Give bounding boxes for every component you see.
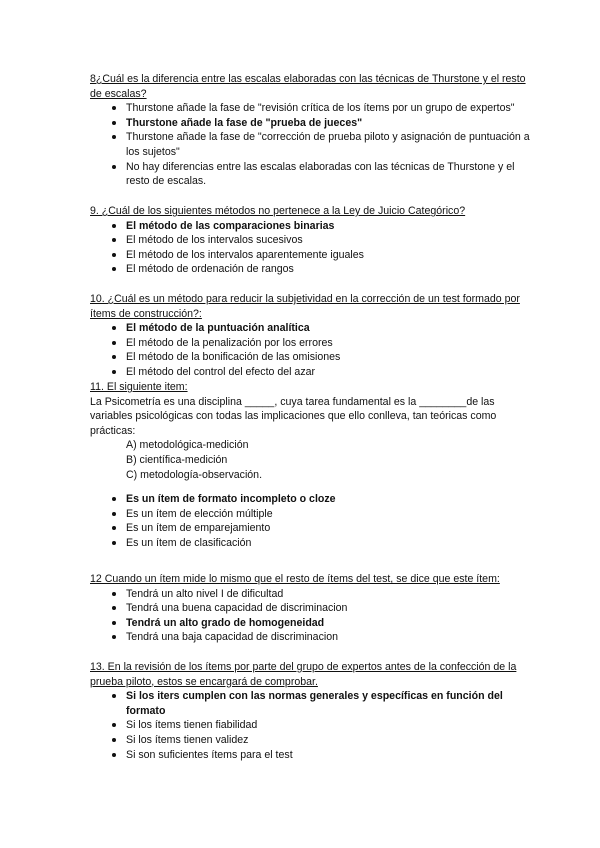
question-heading: 12 Cuando un ítem mide lo mismo que el resto de ítems del test, se dice que este ítem: (90, 573, 500, 585)
answer-option: Tendrá una buena capacidad de discriminacion (90, 601, 530, 616)
answer-option: El método de la penalización por los errores (90, 336, 530, 351)
question-heading: 11. El siguiente item: (90, 381, 188, 393)
question-heading: 8¿Cuál es la diferencia entre las escalas elaboradas con las técnicas de Thurstone y el resto de escalas? (90, 73, 526, 100)
answer-option: Tendrá un alto nivel I de dificultad (90, 587, 530, 602)
answer-option-correct: El método de la puntuación analítica (90, 321, 530, 336)
question-8 (90, 72, 530, 189)
answer-list (90, 587, 530, 645)
question-heading: 10. ¿Cuál es un método para reducir la subjetividad en la corrección de un test formado por ítems de construcción?: (90, 293, 520, 320)
question-13 (90, 660, 530, 762)
answer-option: Es un ítem de elección múltiple (90, 507, 530, 522)
answer-option: El método de ordenación de rangos (90, 262, 530, 277)
answer-option-correct: El método de las comparaciones binarias (90, 219, 530, 234)
question-heading: 9. ¿Cuál de los siguientes métodos no pertenece a la Ley de Juicio Categórico? (90, 205, 466, 217)
sub-option-b: B) científica-medición (126, 453, 228, 466)
answer-option: Si son suficientes ítems para el test (90, 748, 530, 763)
question-12 (90, 572, 530, 645)
answer-option: El método de la bonificación de las omisiones (90, 350, 530, 365)
answer-list (90, 219, 530, 277)
sub-option-a: A) metodológica-medición (126, 439, 249, 452)
answer-option: El método del control del efecto del azar (90, 365, 530, 380)
answer-option: El método de los intervalos sucesivos (90, 233, 530, 248)
answer-list (90, 101, 530, 189)
question-9 (90, 204, 530, 277)
answer-option-correct: Thurstone añade la fase de "prueba de jueces" (90, 116, 530, 131)
question-heading: 13. En la revisión de los ítems por parte del grupo de expertos antes de la confección de la prueba piloto, estos se encargará de comprobar. (90, 661, 517, 688)
answer-option: Si los ítems tienen validez (90, 733, 530, 748)
answer-list (90, 689, 530, 762)
answer-option: El método de los intervalos aparentemente iguales (90, 248, 530, 263)
answer-option: Es un ítem de clasificación (90, 536, 530, 551)
sub-option-c: C) metodología-observación. (126, 468, 263, 481)
question-10 (90, 292, 530, 380)
answer-option-correct: Si los iters cumplen con las normas generales y específicas en función del formato (90, 689, 530, 718)
answer-option: Thurstone añade la fase de "revisión crítica de los ítems por un grupo de expertos" (90, 101, 530, 116)
answer-option: Thurstone añade la fase de "corrección de prueba piloto y asignación de puntuación a los sujetos" (90, 130, 530, 159)
answer-list (90, 321, 530, 379)
answer-option: Tendrá una baja capacidad de discriminacion (90, 630, 530, 645)
answer-option: No hay diferencias entre las escalas elaboradas con las técnicas de Thurstone y el resto de escalas. (90, 160, 530, 189)
question-11 (90, 380, 530, 551)
question-stem: La Psicometría es una disciplina _____, cuya tarea fundamental es la ________de las variables psicológicas con todas las implicaciones que ello conlleva, tan teóricas como prácticas: (90, 395, 497, 437)
answer-option-correct: Es un ítem de formato incompleto o cloze (90, 492, 530, 507)
answer-list (90, 492, 530, 550)
answer-option: Si los ítems tienen fiabilidad (90, 718, 530, 733)
answer-option: Es un ítem de emparejamiento (90, 521, 530, 536)
answer-option-correct: Tendrá un alto grado de homogeneidad (90, 616, 530, 631)
